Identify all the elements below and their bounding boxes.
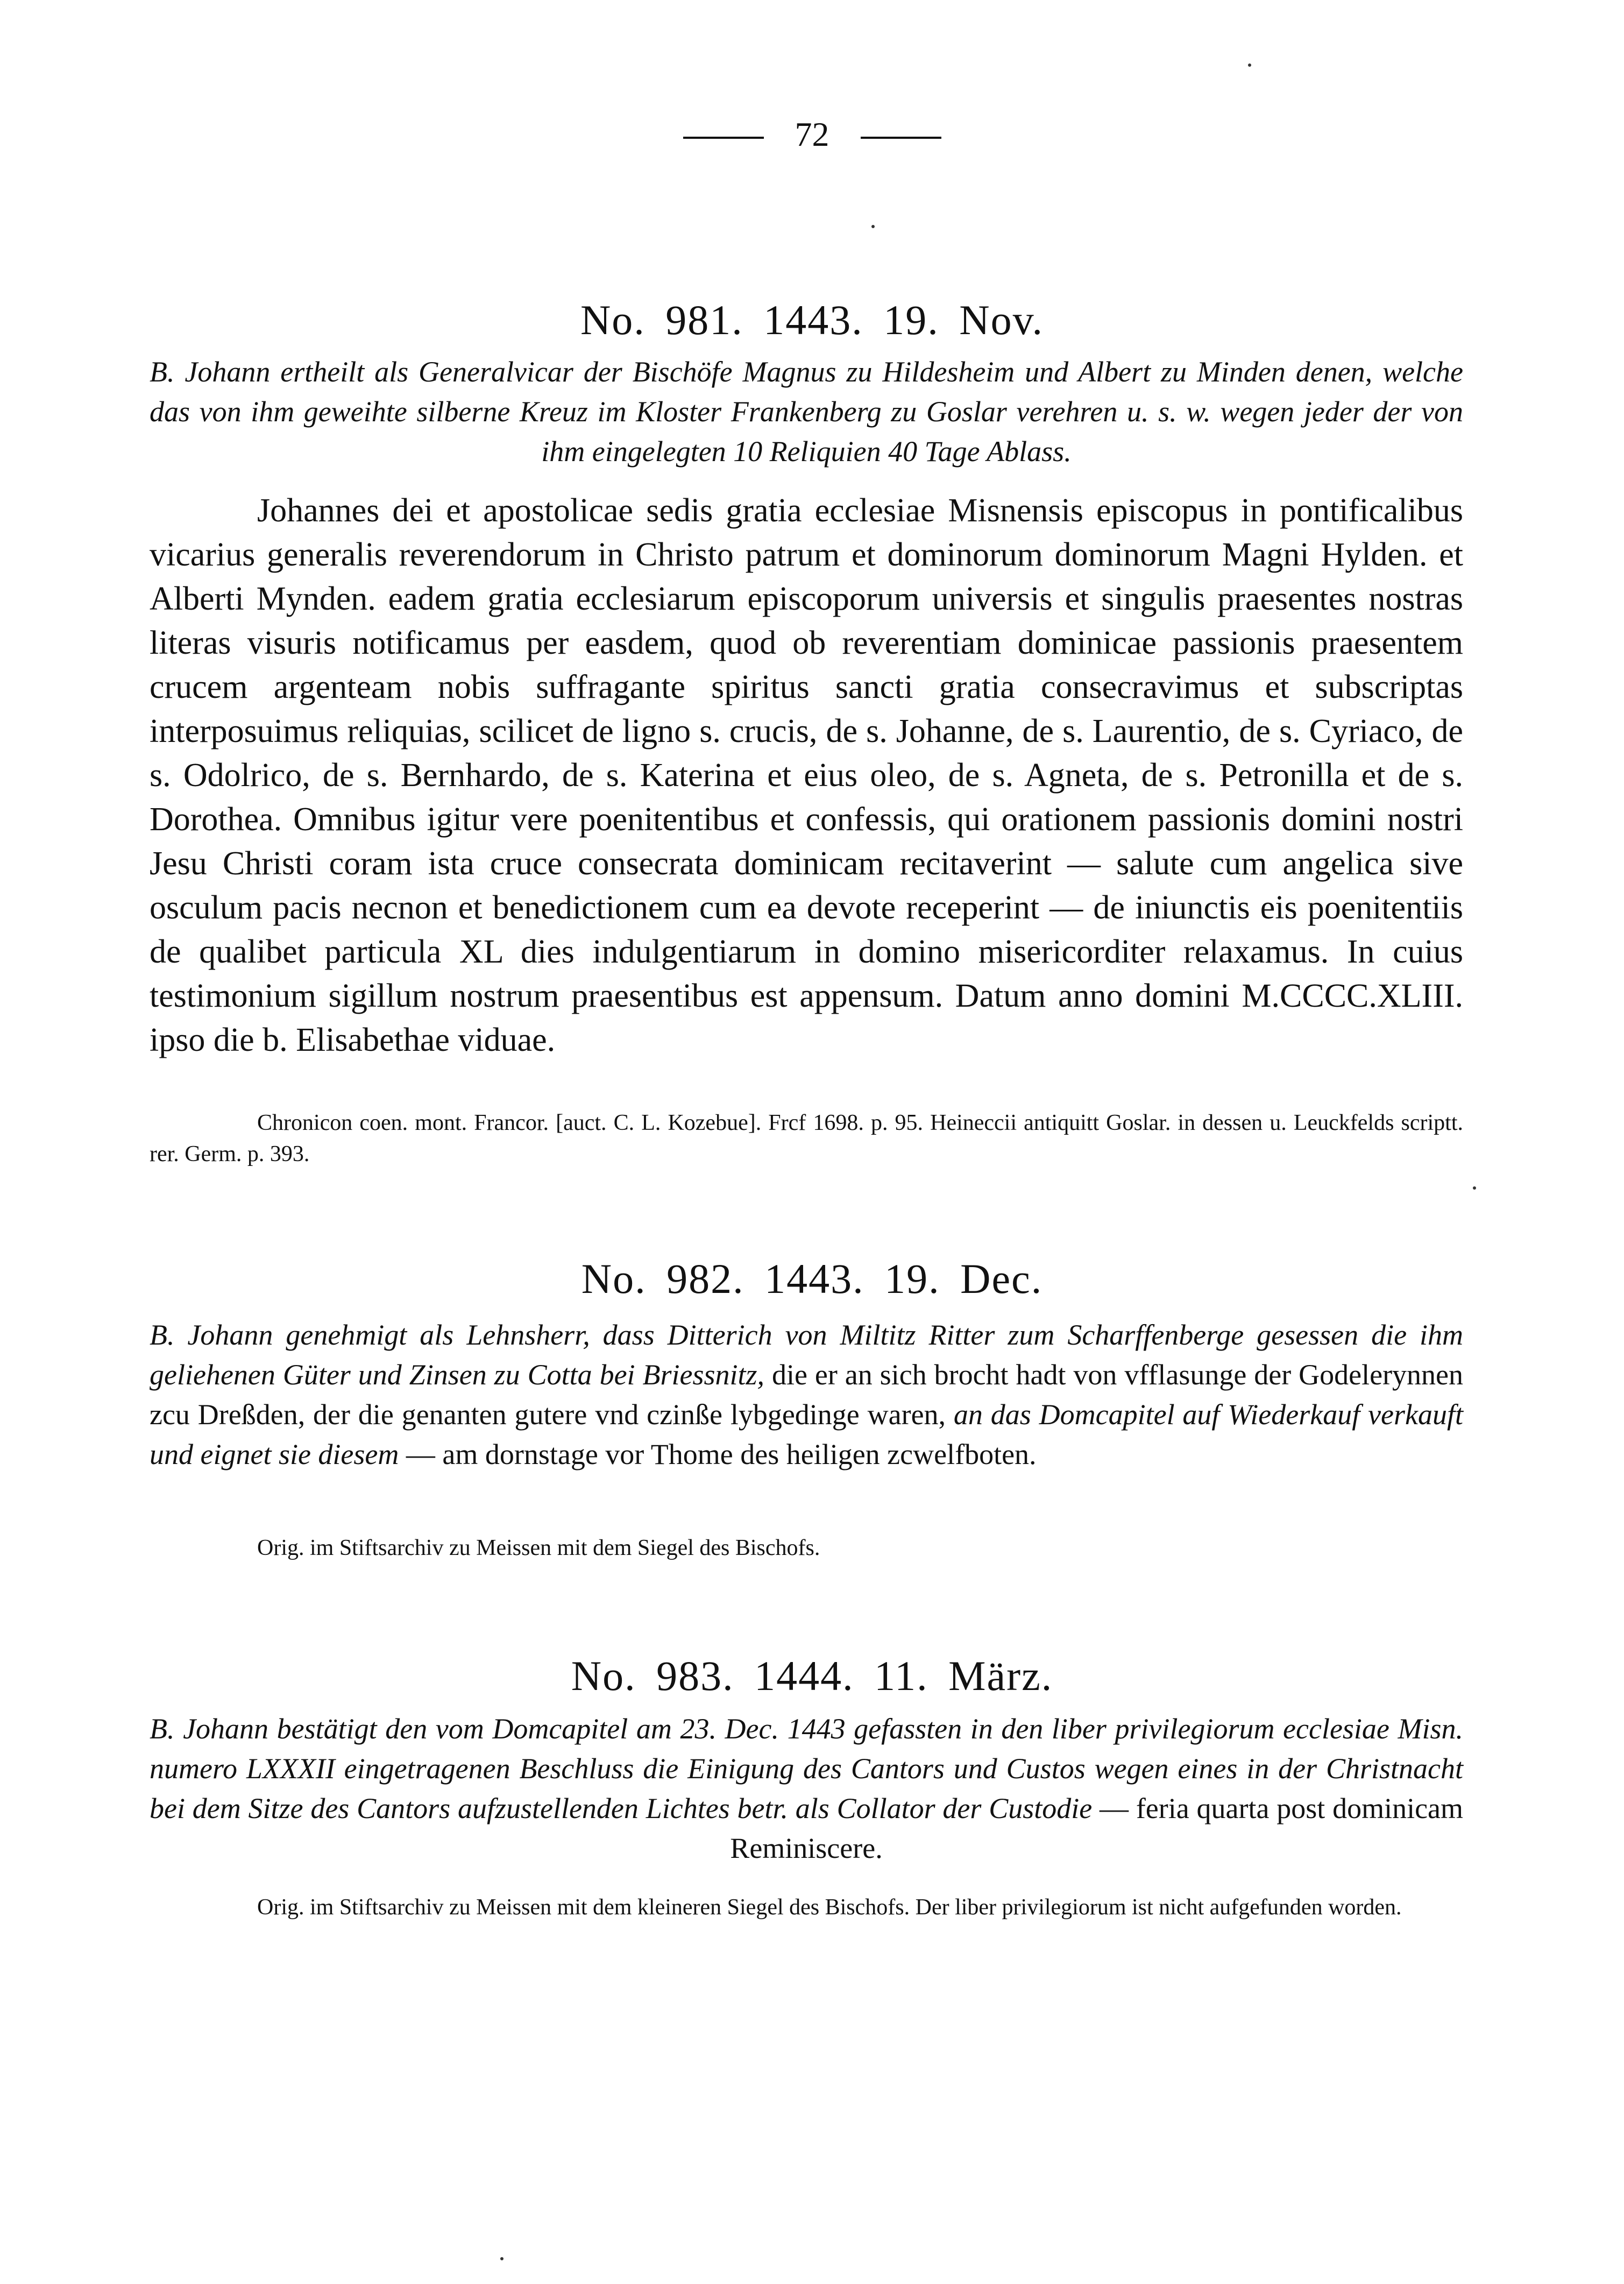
entry-summary-982: [150, 1315, 1463, 1474]
summary-roman-part-2: — am dornstage vor Thome des heiligen zcwelfboten.: [406, 1438, 1037, 1470]
entry-heading-981: No. 981. 1443. 19. Nov.: [580, 296, 1044, 343]
entry-body-981: Johannes dei et apostolicae sedis gratia ecclesiae Misnensis episcopus in pontificalibus vicarius generalis reverendorum in Christo patrum et dominorum dominorum Magni Hylden. et Alberti Mynden. eadem gratia ecclesiarum episcoporum universis et singulis praesentes nostras literas visuris notificamus per easdem, quod ob reverentiam dominicae passionis praesentem crucem argenteam nobis suffragante spiritus sancti gratia consecravimus et subscriptas interposuimus reliquias, scilicet de ligno s. crucis, de s. Johanne, de s. Laurentio, de s. Cyriaco, de s. Odolrico, de s. Bernhardo, de s. Katerina et eius oleo, de s. Agneta, de s. Petronilla et de s. Dorothea. Omnibus igitur vere poenitentibus et confessis, qui orationem passionis domini nostri Jesu Christi coram ista cruce consecrata dominicam recitaverint — salute cum angelica sive osculum pacis necnon et benedictionem cum ea devote receperint — de iniunctis eis poenitentiis de qualibet particula XL dies indulgentiarum in domino misericorditer relaxamus. In cuius testimonium sigillum nostrum praesentibus est appensum. Datum anno domini M.CCCC.XLIII. ipso die b. Elisabethae viduae.: [150, 492, 1463, 1058]
scan-speck: [1473, 1186, 1476, 1190]
page-number-text: 72: [795, 115, 829, 153]
scan-speck: [1248, 63, 1251, 67]
scan-speck: [871, 225, 875, 228]
summary-italic-part: B. Johann bestätigt den vom Domcapitel am 23. Dec. 1443 gefassten in den liber privilegiorum ecclesiae Misn. numero LXXXII eingetragenen Beschluss die Einigung des Cantors und Custos wegen eines in der Christnacht bei dem Sitze des Cantors aufzustellenden Lichtes betr. als Collator der Custodie: [150, 1713, 1463, 1825]
summary-italic-part-2: an das Domcapitel auf Wiederkauf verkauft und eignet sie diesem: [150, 1398, 1463, 1470]
right-rule: [861, 137, 941, 139]
entry-summary-983: [150, 1709, 1463, 1868]
entry-source-981: Chronicon coen. mont. Francor. [auct. C. L. Kozebue]. Frcf 1698. p. 95. Heineccii antiquitt Goslar. in dessen u. Leuckfelds scriptt. rer. Germ. p. 393.: [150, 1111, 1463, 1166]
page-number: [0, 117, 1624, 152]
entry-heading-982: No. 982. 1443. 19. Dec.: [581, 1255, 1043, 1302]
entry-summary-981: B. Johann ertheilt als Generalvicar der Bischöfe Magnus zu Hildesheim und Albert zu Minden denen, welche das von ihm geweihte silberne Kreuz im Kloster Frankenberg zu Goslar verehren u. s. w. wegen jeder der von ihm eingelegten 10 Reliquien 40 Tage Ablass.: [150, 356, 1463, 468]
summary-roman-part-1: die er an sich brocht hadt von vfflasunge der Godelerynnen zcu Dreßden, der die genanten gutere vnd czinße lybgedinge waren,: [150, 1359, 1464, 1431]
scan-speck: [500, 2257, 503, 2260]
entry-source-983: Orig. im Stiftsarchiv zu Meissen mit dem kleineren Siegel des Bischofs. Der liber privilegiorum ist nicht aufgefunden worden.: [257, 1895, 1402, 1920]
entry-heading-983: No. 983. 1444. 11. März.: [571, 1652, 1053, 1699]
summary-italic-part-1: B. Johann genehmigt als Lehnsherr, dass Ditterich von Miltitz Ritter zum Scharffenberge gesessen die ihm geliehenen Güter und Zinsen zu Cotta bei Briessnitz,: [150, 1319, 1463, 1391]
summary-roman-part: — feria quarta post dominicam Reminiscere.: [730, 1792, 1464, 1864]
left-rule: [683, 137, 764, 139]
entry-source-982: Orig. im Stiftsarchiv zu Meissen mit dem Siegel des Bischofs.: [257, 1536, 820, 1560]
